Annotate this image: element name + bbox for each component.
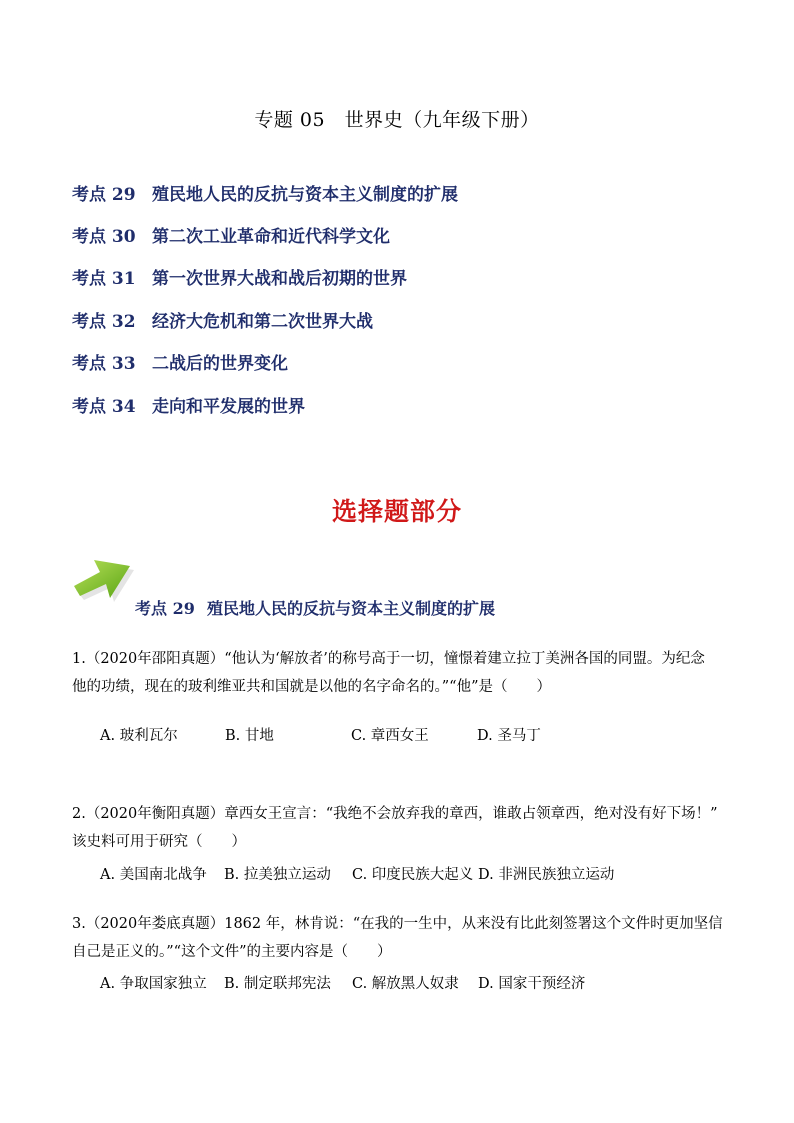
- document-title: 专题 05 世界史（九年级下册）: [254, 109, 540, 131]
- question-2-options: [100, 863, 614, 884]
- toc-item-number: 考点 34: [72, 397, 136, 417]
- question-3-options: [100, 972, 585, 993]
- toc-item-text: 第二次工业革命和近代科学文化: [152, 227, 390, 247]
- question-2: [72, 800, 732, 856]
- green-arrow-icon: [70, 550, 136, 602]
- topic-text: 殖民地人民的反抗与资本主义制度的扩展: [207, 599, 496, 618]
- question-line: 他的功绩，现在的玻利维亚共和国就是以他的名字命名的。”“他”是（ ）: [72, 679, 551, 695]
- toc-item-number: 考点 29: [72, 185, 136, 205]
- question-1: [72, 645, 732, 701]
- option-a: A. 争取国家独立: [100, 976, 207, 992]
- question-3: [72, 910, 732, 966]
- question-line: 自己是正义的。”“这个文件”的主要内容是（ ）: [72, 944, 392, 960]
- option-d: D. 非洲民族独立运动: [478, 867, 615, 883]
- option-a: A. 美国南北战争: [100, 867, 207, 883]
- option-a: A. 玻利瓦尔: [100, 728, 178, 744]
- topic-heading: [135, 596, 495, 619]
- toc-item: [72, 180, 458, 205]
- toc-item-text: 第一次世界大战和战后初期的世界: [152, 269, 407, 289]
- toc-item: [72, 307, 373, 332]
- toc-item-number: 考点 31: [72, 269, 136, 289]
- toc-item-number: 考点 33: [72, 354, 136, 374]
- section-heading: 选择题部分: [331, 497, 462, 526]
- question-1-options: [100, 724, 541, 745]
- option-c: C. 解放黑人奴隶: [352, 976, 459, 992]
- question-line: 该史料可用于研究（ ）: [72, 834, 246, 850]
- question-line: 2.（2020年衡阳真题）章西女王宣言：“我绝不会放弃我的章西，谁敢占领章西，绝对没有好下场！”: [72, 806, 718, 822]
- toc-item-text: 二战后的世界变化: [152, 354, 288, 374]
- question-line: 3.（2020年娄底真题）1862 年，林肯说：“在我的一生中，从来没有比此刻签署这个文件时更加坚信: [72, 916, 723, 932]
- question-line: 1.（2020年邵阳真题）“他认为‘解放者’的称号高于一切，憧憬着建立拉丁美洲各国的同盟。为纪念: [72, 651, 705, 667]
- toc-item: [72, 349, 288, 374]
- option-b: B. 制定联邦宪法: [224, 976, 331, 992]
- toc-item-number: 考点 30: [72, 227, 136, 247]
- option-d: D. 国家干预经济: [478, 976, 586, 992]
- option-b: B. 拉美独立运动: [224, 867, 331, 883]
- option-d: D. 圣马丁: [477, 728, 541, 744]
- toc-item-text: 走向和平发展的世界: [152, 397, 305, 417]
- option-b: B. 甘地: [225, 728, 274, 744]
- option-c: C. 章西女王: [351, 728, 429, 744]
- toc-item: [72, 264, 407, 289]
- toc-item-text: 经济大危机和第二次世界大战: [152, 312, 373, 332]
- toc-item-number: 考点 32: [72, 312, 136, 332]
- option-c: C. 印度民族大起义: [352, 867, 474, 883]
- toc-item: [72, 392, 305, 417]
- toc-item: [72, 222, 390, 247]
- topic-number: 考点 29: [135, 599, 195, 618]
- toc-item-text: 殖民地人民的反抗与资本主义制度的扩展: [152, 185, 458, 205]
